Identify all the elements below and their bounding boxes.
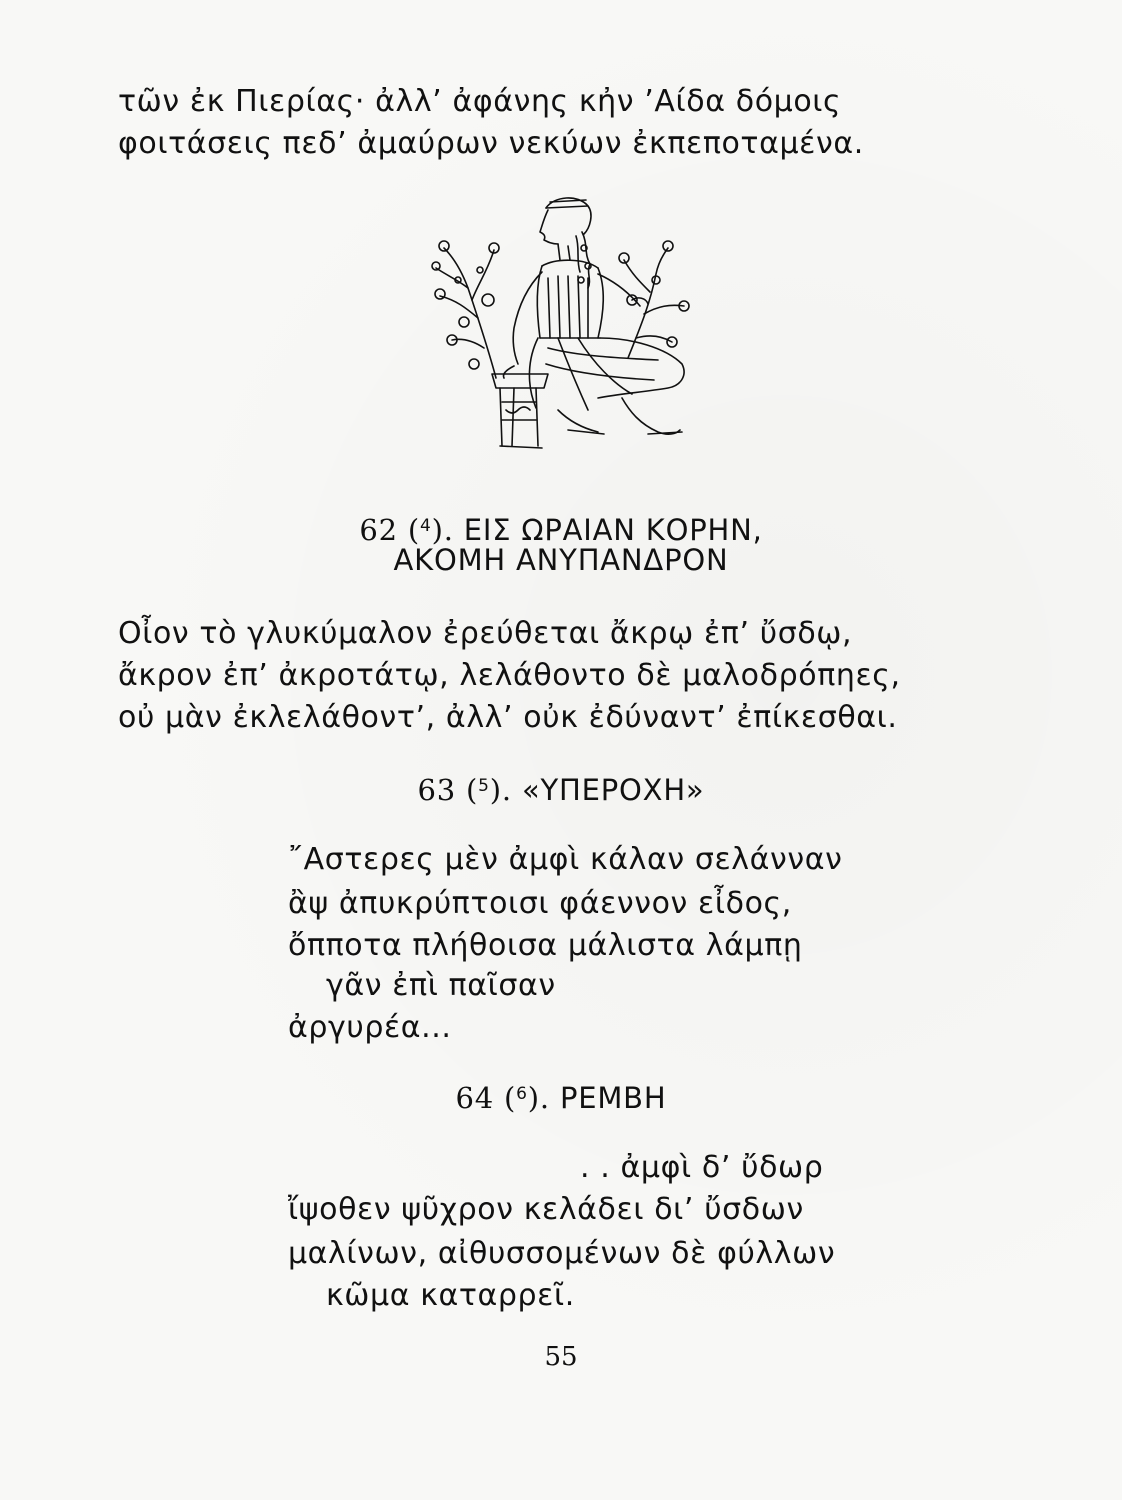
- seated-woman-vignette-illustration: [418, 188, 698, 460]
- page-number: 55: [544, 1342, 578, 1372]
- poem-63-ref: 5: [478, 776, 490, 796]
- poem-63-line: γᾶν ἐπὶ παῖσαν: [326, 968, 556, 1003]
- poem-64-line: κῶμα καταρρεῖ.: [326, 1278, 575, 1313]
- poem-63-title: «ΥΠΕΡΟΧΗ»: [521, 773, 705, 807]
- poem-62-title-line2: ΑΚΟΜΗ ΑΝΥΠΑΝΔΡΟΝ: [393, 543, 729, 577]
- top-poem-line: τῶν ἐκ Πιερίας· ἀλλ’ ἀφάνης κἠν ’Αίδα δόμοις: [118, 84, 842, 119]
- poem-64-number: 64: [455, 1081, 495, 1115]
- poem-64-heading: 64 ($^6$). ΡΕΜΒΗ: [455, 1081, 667, 1115]
- poem-62-number: 62: [359, 513, 398, 547]
- poem-63-number: 63: [417, 773, 457, 807]
- poem-63-heading: 63 ($^5$). «ΥΠΕΡΟΧΗ»: [417, 773, 705, 807]
- poem-64-line: μαλίνων, αἰθυσσομένων δὲ φύλλων: [288, 1236, 836, 1271]
- poem-62-heading: 62 ($^4$). ΕΙΣ ΩΡΑΙΑΝ ΚΟΡΗΝ,: [359, 513, 763, 547]
- poem-63-line: ἀργυρέα...: [288, 1010, 452, 1045]
- poem-62-line: ἄκρον ἐπ’ ἀκροτάτῳ, λελάθοντο δὲ μαλοδρόπηες,: [118, 658, 901, 693]
- poem-63-line: ἂψ ἀπυκρύπτοισι φάεννον εἶδος,: [288, 886, 792, 921]
- poem-63-line: ὄπποτα πλήθοισα μάλιστα λάμπῃ: [288, 928, 803, 963]
- poem-64-ref: 6: [516, 1084, 528, 1104]
- poem-62-line: οὐ μὰν ἐκλελάθοντ’, ἀλλ’ οὐκ ἐδύναντ’ ἐπίκεσθαι.: [118, 700, 898, 735]
- poem-62-ref: 4: [420, 516, 432, 536]
- top-poem-line: φοιτάσεις πεδ’ ἀμαύρων νεκύων ἐκπεποταμένα.: [118, 126, 864, 161]
- poem-64-title: ΡΕΜΒΗ: [559, 1081, 667, 1115]
- poem-64-line: ἴψοθεν ψῦχρον κελάδει δι’ ὔσδων: [288, 1192, 804, 1227]
- poem-62-line: Οἶον τὸ γλυκύμαλον ἐρεύθεται ἄκρῳ ἐπ’ ὔσδῳ,: [118, 616, 853, 651]
- poem-62-title-line1: ΕΙΣ ΩΡΑΙΑΝ ΚΟΡΗΝ,: [463, 513, 763, 547]
- poem-64-line: . . ἀμφὶ δ’ ὔδωρ: [580, 1150, 824, 1185]
- poem-63-line: ῎Αστερες μὲν ἀμφὶ κάλαν σελάνναν: [288, 842, 843, 877]
